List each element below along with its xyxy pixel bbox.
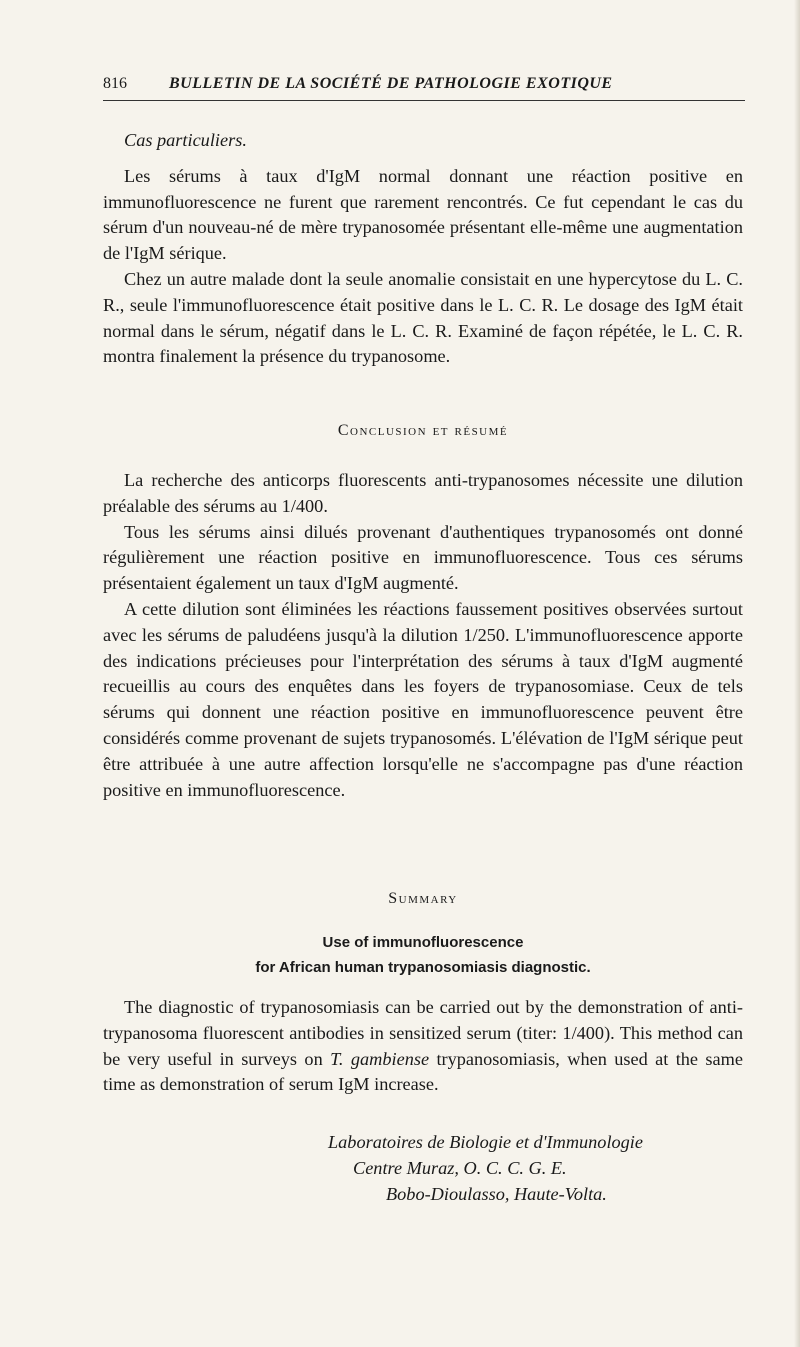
cas-paragraph-1: Les sérums à taux d'IgM normal donnant une réaction positive en immunofluorescence ne furent que rarement rencontrés. Ce fut cependant le cas du sérum d'un nouveau-né de mère trypanosomée présentant elle-même une augmentation de l'IgM sérique.	[103, 165, 743, 264]
conclusion-section	[103, 468, 743, 803]
affiliation-line-2: Centre Muraz, O. C. C. G. E.	[353, 1158, 567, 1178]
conclusion-paragraph-2: Tous les sérums ainsi dilués provenant d'authentiques trypanosomés ont donné régulièrement une réaction positive en immunofluorescence. Tous ces sérums présentaient également un taux d'IgM augmenté.	[103, 521, 743, 594]
conclusion-heading: Conclusion et résumé	[337, 422, 509, 439]
conclusion-paragraph-3: A cette dilution sont éliminées les réactions faussement positives observées surtout avec les sérums de paludéens jusqu'à la dilution 1/250. L'immunofluorescence apporte des indications précieuses pour l'interprétation des sérums à taux d'IgM augmenté recueillis au cours des enquêtes dans les foyers de trypanosomiase. Ceux de tels sérums qui donnent une réaction positive en immunofluorescence peuvent être considérés comme provenant de sujets trypanosomés. L'élévation de l'IgM sérique peut être attribuée à une autre affection lorsqu'elle ne s'accompagne pas d'une réaction positive en immunofluorescence.	[103, 598, 743, 800]
journal-title: BULLETIN DE LA SOCIÉTÉ DE PATHOLOGIE EXOTIQUE	[169, 75, 613, 92]
cas-paragraph-2: Chez un autre malade dont la seule anomalie consistait en une hypercytose du L. C. R., seule l'immunofluorescence était positive dans le L. C. R. Le dosage des IgM était normal dans le sérum, négatif dans le L. C. R. Examiné de façon répétée, le L. C. R. montra finalement la présence du trypanosome.	[103, 268, 743, 367]
page-number: 816	[103, 75, 127, 92]
english-title-line-1: Use of immunofluorescence	[322, 934, 524, 951]
summary-section	[103, 995, 743, 1098]
summary-heading: Summary	[388, 890, 458, 907]
affiliation	[328, 1129, 748, 1207]
cas-particuliers-section	[103, 128, 743, 370]
species-name: T. gambiense	[330, 1048, 430, 1069]
summary-paragraph	[103, 995, 743, 1098]
affiliation-line-1: Laboratoires de Biologie et d'Immunologie	[328, 1132, 643, 1152]
affiliation-line-3: Bobo-Dioulasso, Haute-Volta.	[386, 1184, 607, 1204]
conclusion-paragraph-1: La recherche des anticorps fluorescents anti-trypanosomes nécessite une dilution préalable des sérums au 1/400.	[103, 470, 743, 516]
english-title-line-2: for African human trypanosomiasis diagnostic.	[255, 959, 591, 976]
summary-text-after: trypanosomiasis, when used at the same time as demonstration of serum IgM increase.	[103, 1048, 743, 1095]
page-edge-shadow	[794, 0, 800, 1347]
summary-text-before: The diagnostic of trypanosomiasis can be carried out by the demonstration of anti-trypanosoma fluorescent antibodies in sensitized serum (titer: 1/400). This method can be very useful in surveys on	[103, 997, 743, 1069]
english-title	[103, 930, 743, 980]
cas-particuliers-subtitle: Cas particuliers.	[124, 130, 247, 150]
running-header	[103, 72, 745, 101]
